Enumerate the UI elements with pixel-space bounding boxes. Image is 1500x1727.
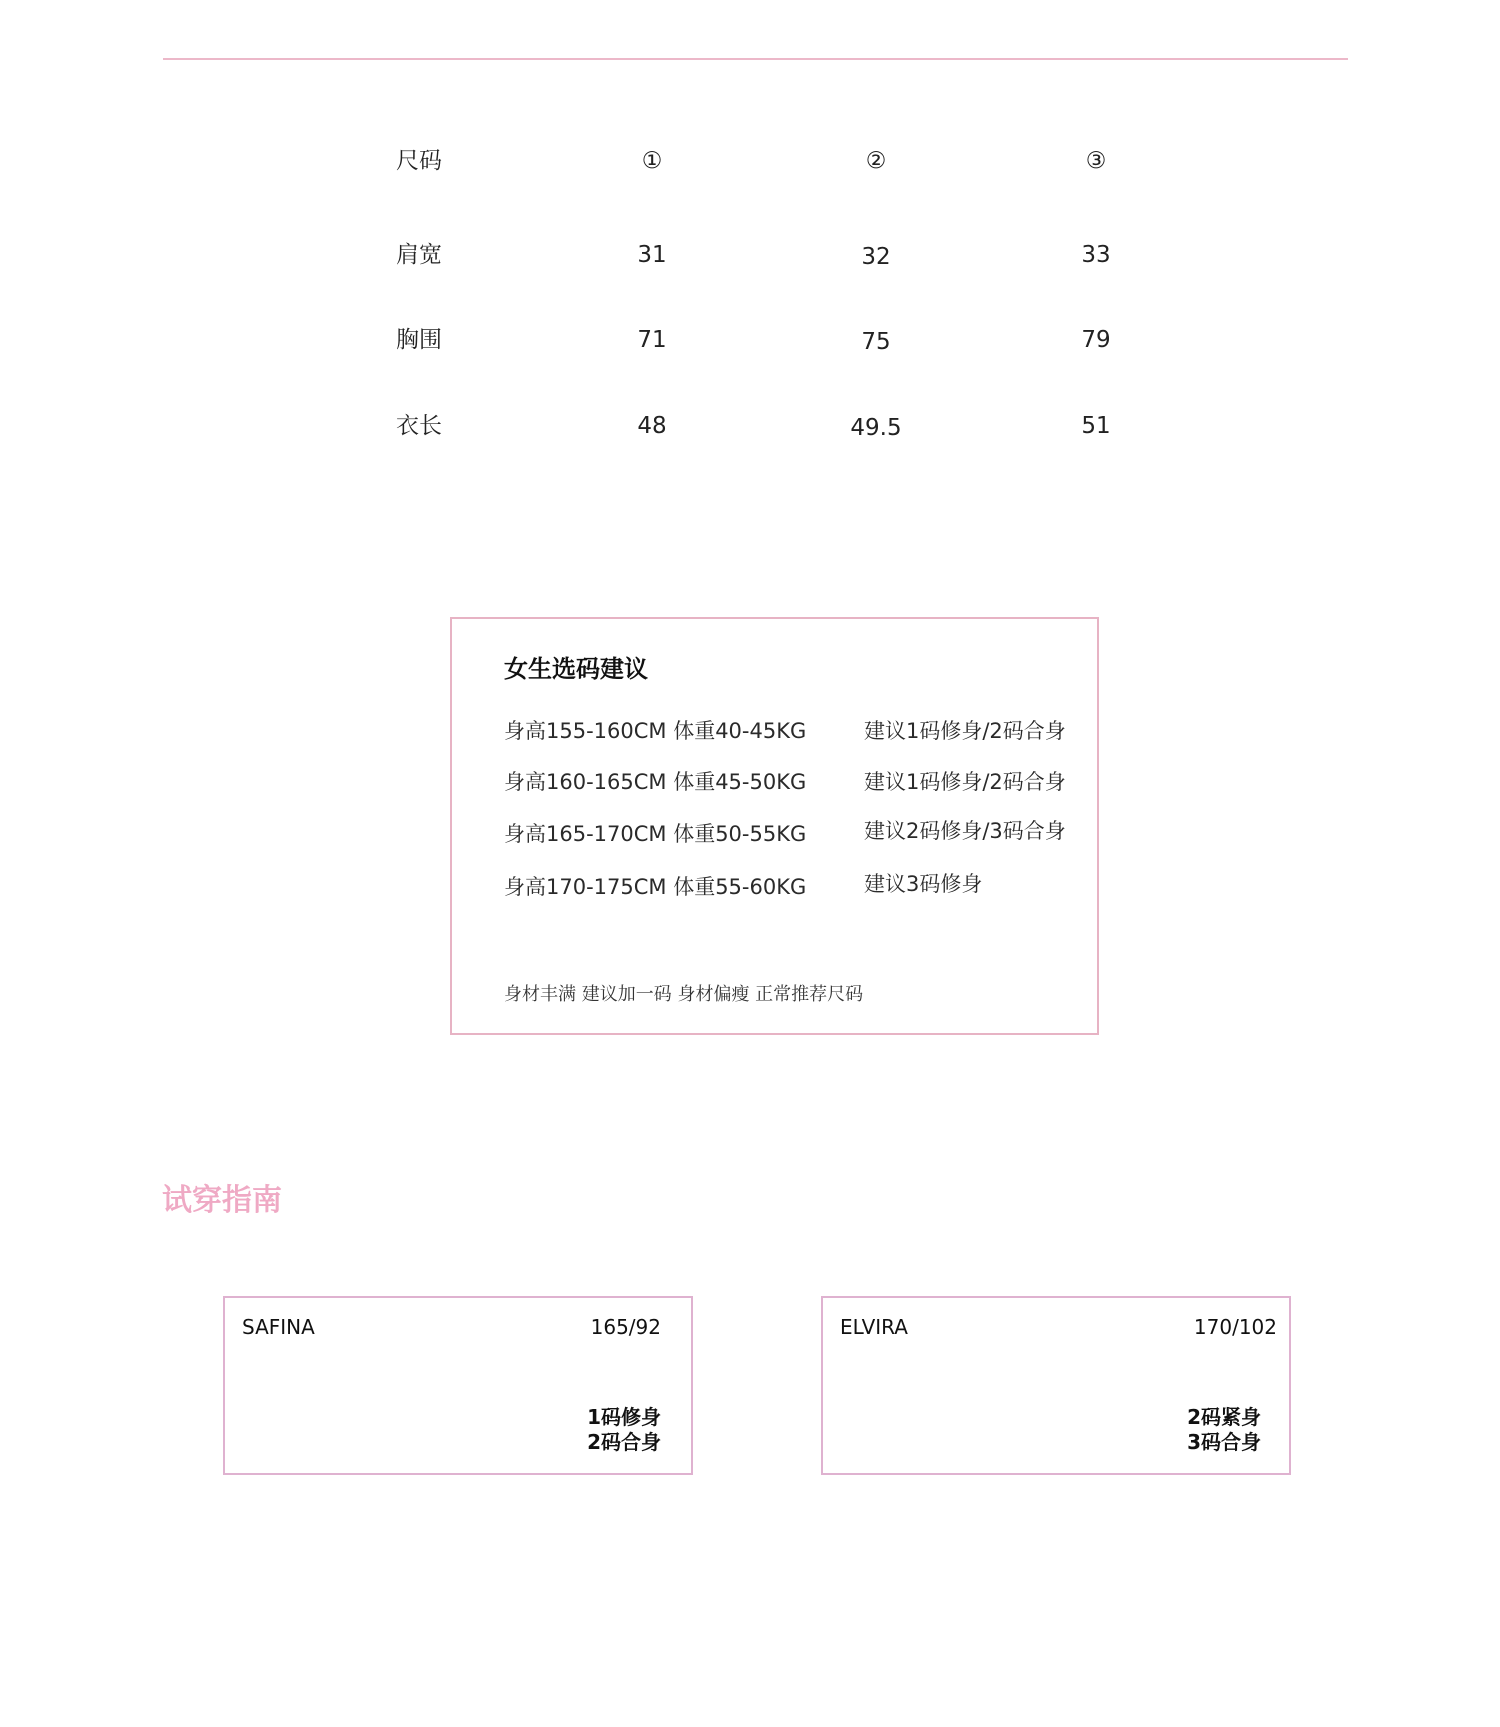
size-table-header-row: 尺码 ① ② ③ xyxy=(0,141,1500,181)
model-fit-line: 2码紧身 xyxy=(1187,1405,1261,1429)
recommendation-body-range: 身高165-170CM 体重50-55KG xyxy=(504,822,807,846)
size-table-row-length: 衣长 48 49.5 51 xyxy=(0,406,1500,446)
row-label-shoulder: 肩宽 xyxy=(396,242,442,268)
try-on-guide-title: 试穿指南 xyxy=(162,1183,282,1218)
recommendation-body-range: 身高155-160CM 体重40-45KG xyxy=(504,719,807,743)
size-recommendation-box xyxy=(450,617,1099,1035)
model-name: ELVIRA xyxy=(840,1315,908,1339)
recommendation-advice: 建议1码修身/2码合身 xyxy=(864,770,1066,794)
row-label-chest: 胸围 xyxy=(396,327,442,353)
model-measurements: 170/102 xyxy=(1193,1315,1277,1339)
size-table-header-label: 尺码 xyxy=(396,148,442,174)
model-fit-line: 2码合身 xyxy=(587,1430,661,1454)
recommendation-row xyxy=(504,766,1064,798)
model-fit-line: 1码修身 xyxy=(587,1405,661,1429)
size-table-row-chest: 胸围 71 75 79 xyxy=(0,320,1500,360)
recommendation-advice: 建议3码修身 xyxy=(864,872,983,896)
model-card-elvira xyxy=(821,1296,1291,1475)
recommendation-body-range: 身高170-175CM 体重55-60KG xyxy=(504,875,807,899)
model-fit-notes xyxy=(587,1405,661,1455)
size-table-row-shoulder: 肩宽 31 32 33 xyxy=(0,235,1500,275)
recommendation-note: 身材丰满 建议加一码 身材偏瘦 正常推荐尺码 xyxy=(504,984,864,1005)
model-fit-line: 3码合身 xyxy=(1187,1430,1261,1454)
recommendation-row xyxy=(504,715,1064,747)
model-measurements: 165/92 xyxy=(590,1315,661,1339)
recommendation-title: 女生选码建议 xyxy=(504,655,648,683)
model-fit-notes xyxy=(1187,1405,1261,1455)
recommendation-body-range: 身高160-165CM 体重45-50KG xyxy=(504,770,807,794)
recommendation-row xyxy=(504,871,1064,903)
recommendation-row xyxy=(504,818,1064,850)
row-label-length: 衣长 xyxy=(396,413,442,439)
recommendation-advice: 建议2码修身/3码合身 xyxy=(864,819,1066,843)
model-card-safina xyxy=(223,1296,693,1475)
recommendation-advice: 建议1码修身/2码合身 xyxy=(864,719,1066,743)
model-name: SAFINA xyxy=(242,1315,315,1339)
size-table xyxy=(0,0,1500,480)
